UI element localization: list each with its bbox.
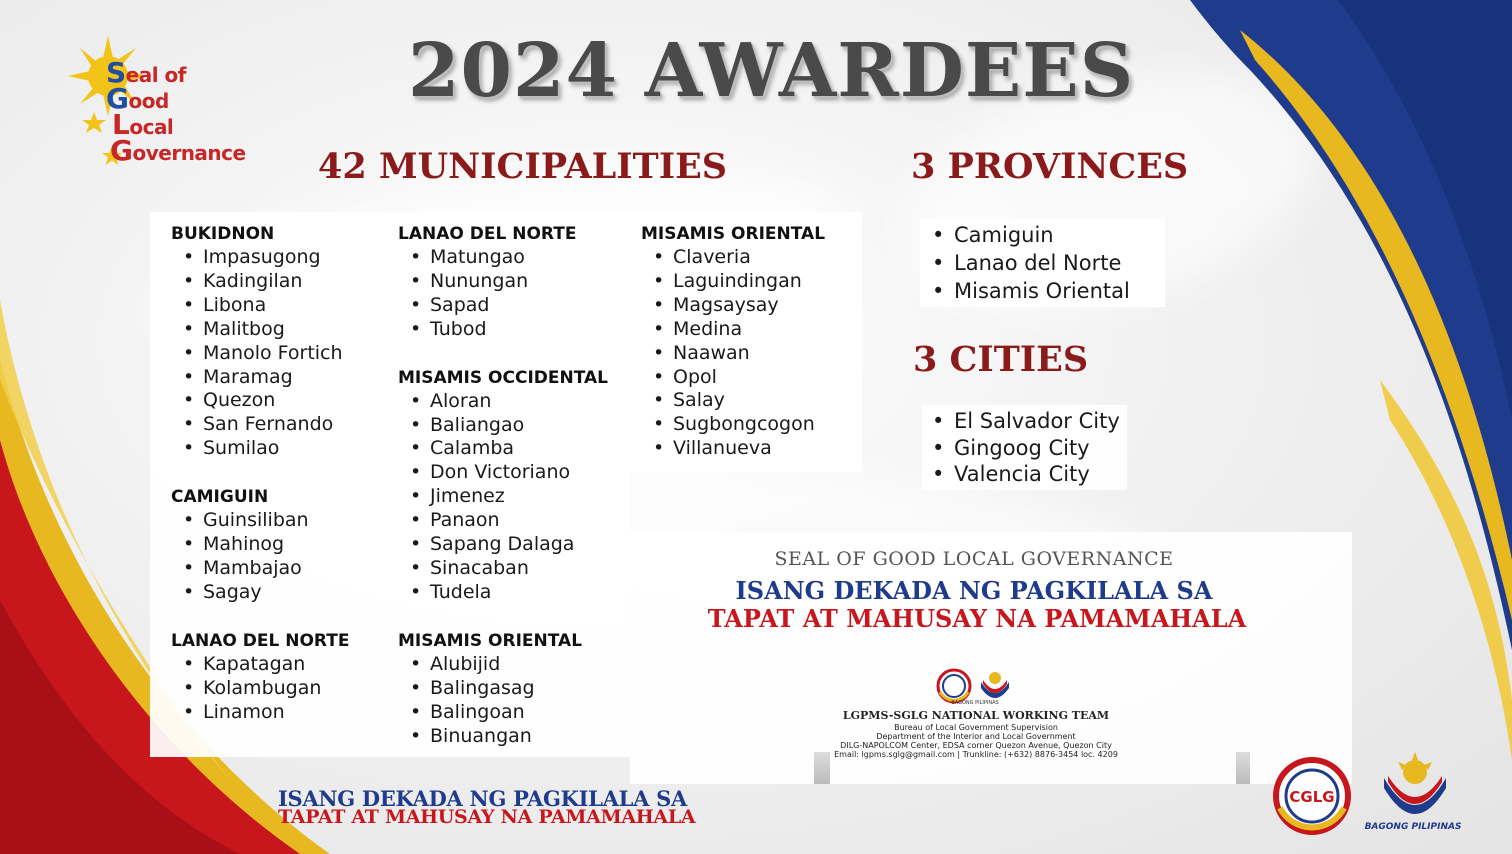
- municipality-item: • Quezon: [171, 389, 349, 413]
- municipality-item: • Impasugong: [171, 246, 349, 270]
- municipality-item: • Mambajao: [171, 557, 349, 581]
- municipality-item: • Tudela: [398, 581, 608, 605]
- logo-initial: S: [106, 56, 126, 89]
- department-name: Department of the Interior and Local Government: [876, 732, 1076, 741]
- municipality-item: • Kadingilan: [171, 270, 349, 294]
- provinces-list: [924, 221, 1130, 305]
- logo-initial: G: [106, 82, 129, 115]
- province-group-heading: BUKIDNON: [171, 224, 275, 244]
- province-group: [398, 222, 608, 342]
- municipality-list: [171, 653, 349, 725]
- municipality-item: • Linamon: [171, 701, 349, 725]
- municipality-item: • Sagay: [171, 581, 349, 605]
- pillar-decoration: [1236, 752, 1250, 784]
- contact-text: Email: lgpms.sglg@gmail.com | Trunkline: (+632) 8876-3454 loc. 4209: [834, 750, 1118, 759]
- municipality-item: • Sugbongcogon: [641, 413, 825, 437]
- municipality-item: • Maramag: [171, 366, 349, 390]
- municipalities-heading: 42 MUNICIPALITIES: [318, 146, 728, 187]
- city-item: • El Salvador City: [924, 408, 1120, 435]
- province-group: [171, 485, 349, 605]
- municipalities-column-2: [398, 222, 608, 772]
- province-item: • Misamis Oriental: [924, 277, 1130, 305]
- municipality-item: • Jimenez: [398, 485, 608, 509]
- bagong-pilipinas-logo: [1378, 752, 1452, 822]
- cglg-logo: [1272, 756, 1352, 836]
- city-item: • Valencia City: [924, 461, 1120, 488]
- cities-list-container: [924, 408, 1120, 488]
- provinces-heading: 3 PROVINCES: [911, 146, 1189, 187]
- municipality-item: • Binuangan: [398, 725, 608, 749]
- logo-initial: L: [112, 108, 130, 141]
- bagong-pilipinas-label: BAGONG PILIPINAS: [1364, 822, 1462, 832]
- provinces-list-container: [924, 221, 1130, 305]
- municipality-item: • Libona: [171, 294, 349, 318]
- municipality-item: • Sapad: [398, 294, 608, 318]
- municipality-item: • Sumilao: [171, 437, 349, 461]
- municipality-item: • Sinacaban: [398, 557, 608, 581]
- municipality-item: • Matungao: [398, 246, 608, 270]
- province-group: [398, 629, 608, 749]
- municipalities-column-3: [641, 222, 825, 485]
- bagong-pilipinas-small-logo: [978, 668, 1012, 702]
- logo-word: ocal: [129, 115, 174, 139]
- province-group: [171, 222, 349, 461]
- seal-tagline-1: ISANG DEKADA NG PAGKILALA SA: [735, 576, 1213, 605]
- province-group-heading: MISAMIS ORIENTAL: [398, 630, 583, 651]
- cglg-small-logo: [936, 668, 972, 704]
- municipality-item: • Balingoan: [398, 701, 608, 725]
- city-item: • Gingoog City: [924, 435, 1120, 462]
- bp-small-label: BAGONG PILIPINAS: [951, 700, 999, 706]
- municipality-item: • Panaon: [398, 509, 608, 533]
- address-text: DILG-NAPOLCOM Center, EDSA corner Quezon Avenue, Quezon City: [840, 741, 1112, 750]
- cglg-badge-text: CGLG: [1289, 788, 1335, 806]
- municipality-item: • Don Victoriano: [398, 461, 608, 485]
- seal-tagline-2: TAPAT AT MAHUSAY NA PAMAMAHALA: [707, 604, 1247, 633]
- municipality-list: [641, 246, 825, 461]
- province-item: • Camiguin: [924, 221, 1130, 249]
- municipality-list: [398, 653, 608, 749]
- municipality-list: [171, 509, 349, 605]
- municipality-item: • Magsaysay: [641, 294, 825, 318]
- seal-kicker: SEAL OF GOOD LOCAL GOVERNANCE: [774, 548, 1174, 570]
- footer-tagline-2: TAPAT AT MAHUSAY NA PAMAMAHALA: [278, 806, 696, 828]
- municipality-item: • Salay: [641, 389, 825, 413]
- municipality-item: • Baliangao: [398, 414, 608, 438]
- cities-list: [924, 408, 1120, 488]
- province-group: [171, 629, 349, 725]
- municipality-item: • Naawan: [641, 342, 825, 366]
- province-item: • Lanao del Norte: [924, 249, 1130, 277]
- municipality-item: • Alubijid: [398, 653, 608, 677]
- province-group-heading: LANAO DEL NORTE: [398, 224, 577, 244]
- cities-heading: 3 CITIES: [913, 339, 1089, 380]
- province-group-heading: LANAO DEL NORTE: [171, 630, 350, 651]
- municipality-item: • Medina: [641, 318, 825, 342]
- municipality-item: • Balingasag: [398, 677, 608, 701]
- municipality-list: [398, 390, 608, 605]
- sglg-logo: [66, 34, 266, 174]
- province-group-heading: CAMIGUIN: [171, 487, 269, 508]
- municipality-item: • Malitbog: [171, 318, 349, 342]
- logo-word: ood: [128, 89, 169, 113]
- bureau-name: Bureau of Local Government Supervision: [894, 723, 1058, 732]
- municipality-list: [171, 246, 349, 461]
- municipality-item: • Tubod: [398, 318, 608, 342]
- municipality-item: • Mahinog: [171, 533, 349, 557]
- province-group: [398, 366, 608, 605]
- team-name: LGPMS-SGLG NATIONAL WORKING TEAM: [842, 709, 1110, 722]
- municipality-item: • Manolo Fortich: [171, 342, 349, 366]
- province-group-heading: MISAMIS OCCIDENTAL: [398, 367, 608, 388]
- pillar-decoration: [814, 752, 830, 784]
- logo-initial: G: [110, 134, 133, 167]
- logo-word: overnance: [132, 141, 246, 165]
- logo-word: eal of: [125, 63, 186, 87]
- municipality-item: • Villanueva: [641, 437, 825, 461]
- footer-tagline-1: ISANG DEKADA NG PAGKILALA SA: [278, 786, 687, 811]
- municipality-item: • Aloran: [398, 390, 608, 414]
- municipality-item: • Calamba: [398, 437, 608, 461]
- municipality-item: • Laguindingan: [641, 270, 825, 294]
- municipality-item: • Claveria: [641, 246, 825, 270]
- municipality-item: • Opol: [641, 366, 825, 390]
- page-title: 2024 AWARDEES: [408, 28, 1135, 114]
- municipality-item: • Sapang Dalaga: [398, 533, 608, 557]
- municipality-item: • San Fernando: [171, 413, 349, 437]
- municipality-item: • Guinsiliban: [171, 509, 349, 533]
- municipality-item: • Kapatagan: [171, 653, 349, 677]
- municipality-list: [398, 246, 608, 342]
- municipality-item: • Kolambugan: [171, 677, 349, 701]
- municipalities-column-1: [171, 222, 349, 749]
- province-group-heading: MISAMIS ORIENTAL: [641, 224, 826, 244]
- province-group: [641, 222, 825, 461]
- municipality-item: • Nunungan: [398, 270, 608, 294]
